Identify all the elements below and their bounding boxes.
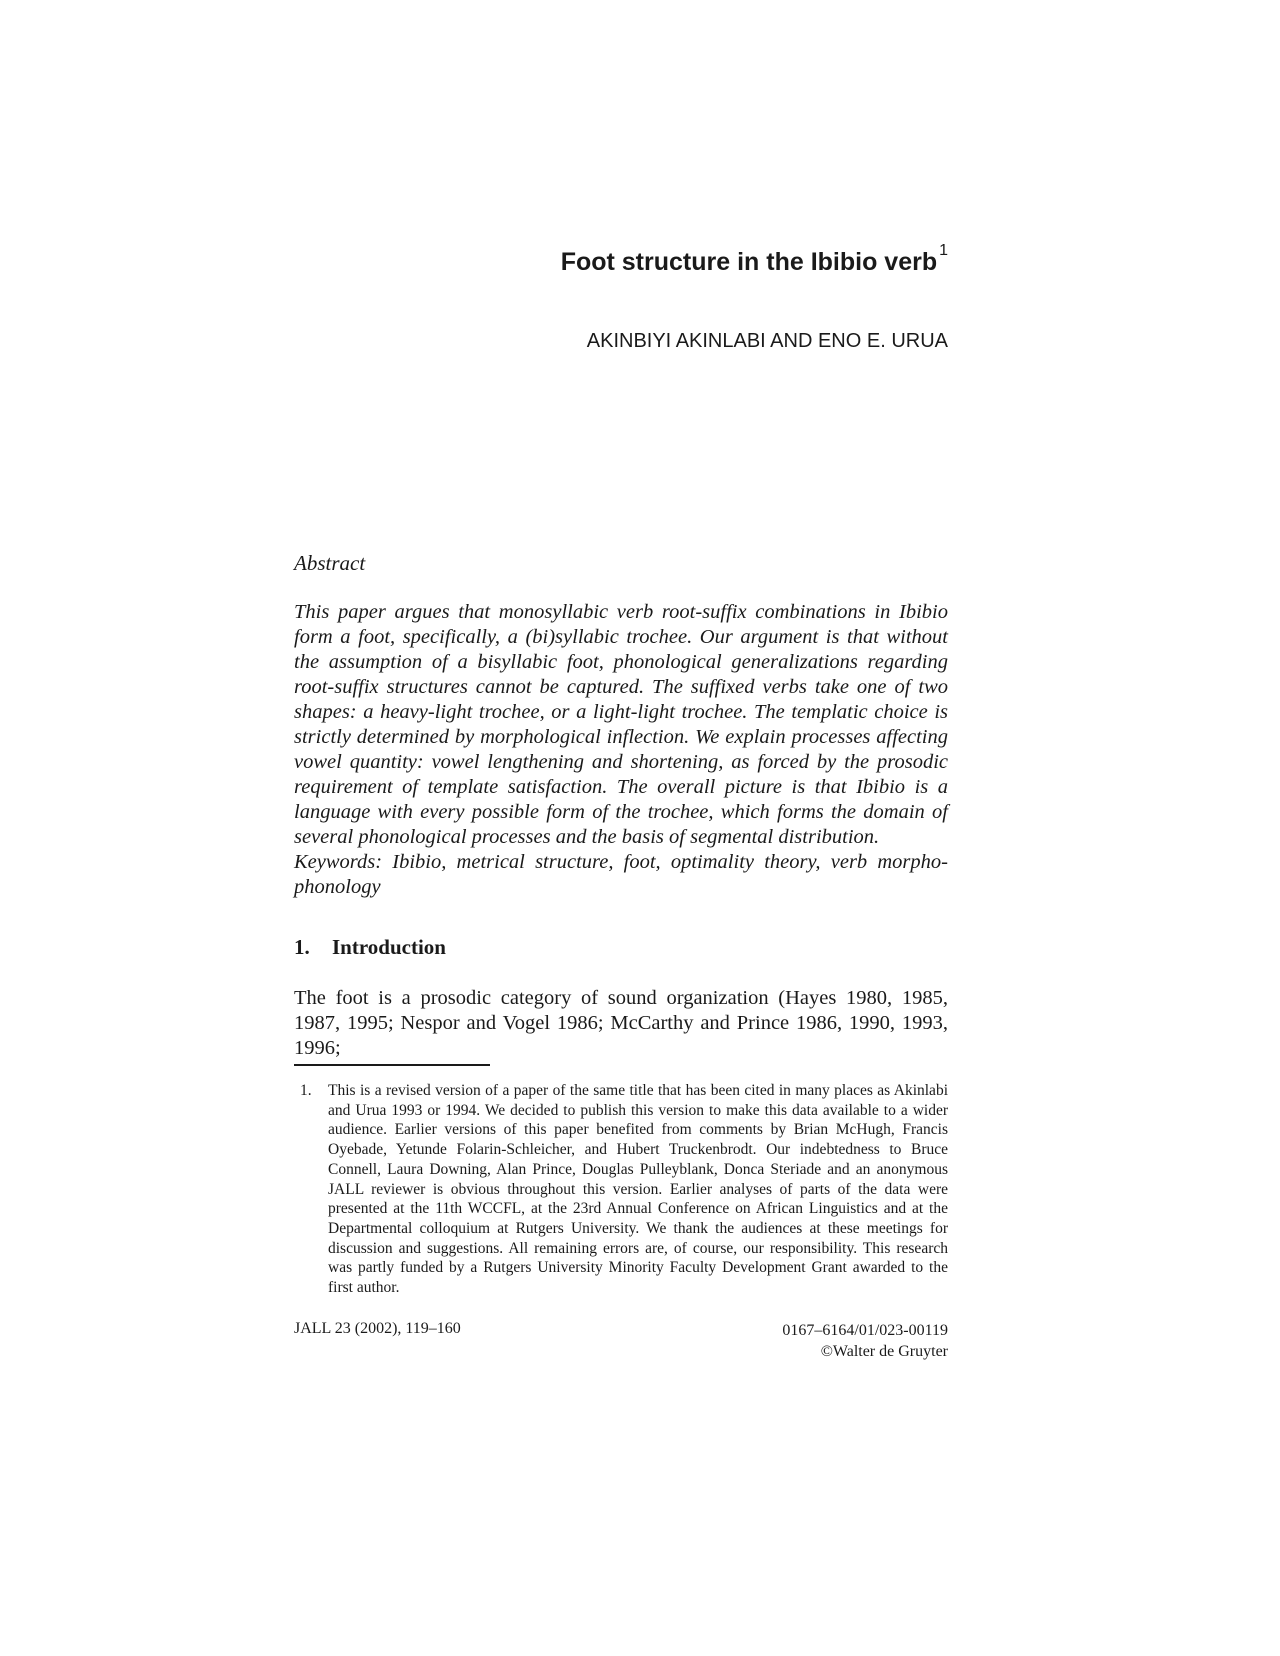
footnote-text: This is a revised version of a paper of the same title that has been cited in many places as Akinlabi and Urua 1993 or 1994. We decided to publish this version to make this data available to a wider audience. Earlier versions of this paper benefited from comments by Brian McHugh, Francis Oyebade, Yetunde Folarin-Schleicher, and Hubert Truckenbrodt. Our indebtedness to Bruce Connell, Laura Downing, Alan Prince, Douglas Pulleyblank, Donca Steriade and an anonymous JALL reviewer is obvious throughout this version. Earlier analyses of parts of the data were presented at the 11th WCCFL, at the 23rd Annual Conference on African Linguistics and at the Departmental colloquium at Rutgers University. We thank the audiences at these meetings for discussion and suggestions. All remaining errors are, of course, our responsibility. This research was partly funded by a Rutgers University Minority Faculty Development Grant awarded to the first author.	[328, 1082, 948, 1297]
section-heading	[294, 935, 446, 960]
footnote-number: 1.	[300, 1082, 312, 1099]
paper-title	[560, 242, 948, 277]
section-number: 1.	[294, 935, 310, 959]
title-footnote-marker: 1	[939, 242, 948, 259]
abstract-heading: Abstract	[294, 551, 366, 575]
footnote-divider	[294, 1064, 490, 1066]
introduction-paragraph: The foot is a prosodic category of sound organization (Hayes 1980, 1985, 1987, 1995; Nespor and Vogel 1986; McCarthy and Prince 1986, 1990, 1993, 1996;	[294, 987, 948, 1059]
footnote	[294, 1081, 948, 1298]
abstract-body: This paper argues that monosyllabic verb root-suffix combinations in Ibibio form a foot, specifically, a (bi)syllabic trochee. Our argument is that without the assumption of a bisyllabic foot, phonological generalizations regarding root-suffix structures cannot be captured. The suffixed verbs take one of two shapes: a heavy-light trochee, or a light-light trochee. The templatic choice is strictly determined by morphological inflection. We explain processes affecting vowel quantity: vowel lengthening and shortening, as forced by the prosodic requirement of template satisfaction. The overall picture is that Ibibio is a language with every possible form of the trochee, which forms the domain of several phonological processes and the basis of segmental distribution.	[294, 601, 948, 848]
abstract-keywords: Keywords: Ibibio, metrical structure, foot, optimality theory, verb morphophonology	[294, 851, 948, 898]
journal-citation: JALL 23 (2002), 119–160	[294, 1320, 461, 1337]
section-title: Introduction	[332, 935, 446, 959]
journal-publisher: ©Walter de Gruyter	[820, 1343, 948, 1360]
journal-publisher-info	[782, 1320, 948, 1362]
paper-authors: AKINBIYI AKINLABI AND ENO E. URUA	[586, 330, 948, 352]
journal-issn: 0167–6164/01/023-00119	[782, 1322, 948, 1339]
paper-title-text: Foot structure in the Ibibio verb	[560, 248, 938, 276]
